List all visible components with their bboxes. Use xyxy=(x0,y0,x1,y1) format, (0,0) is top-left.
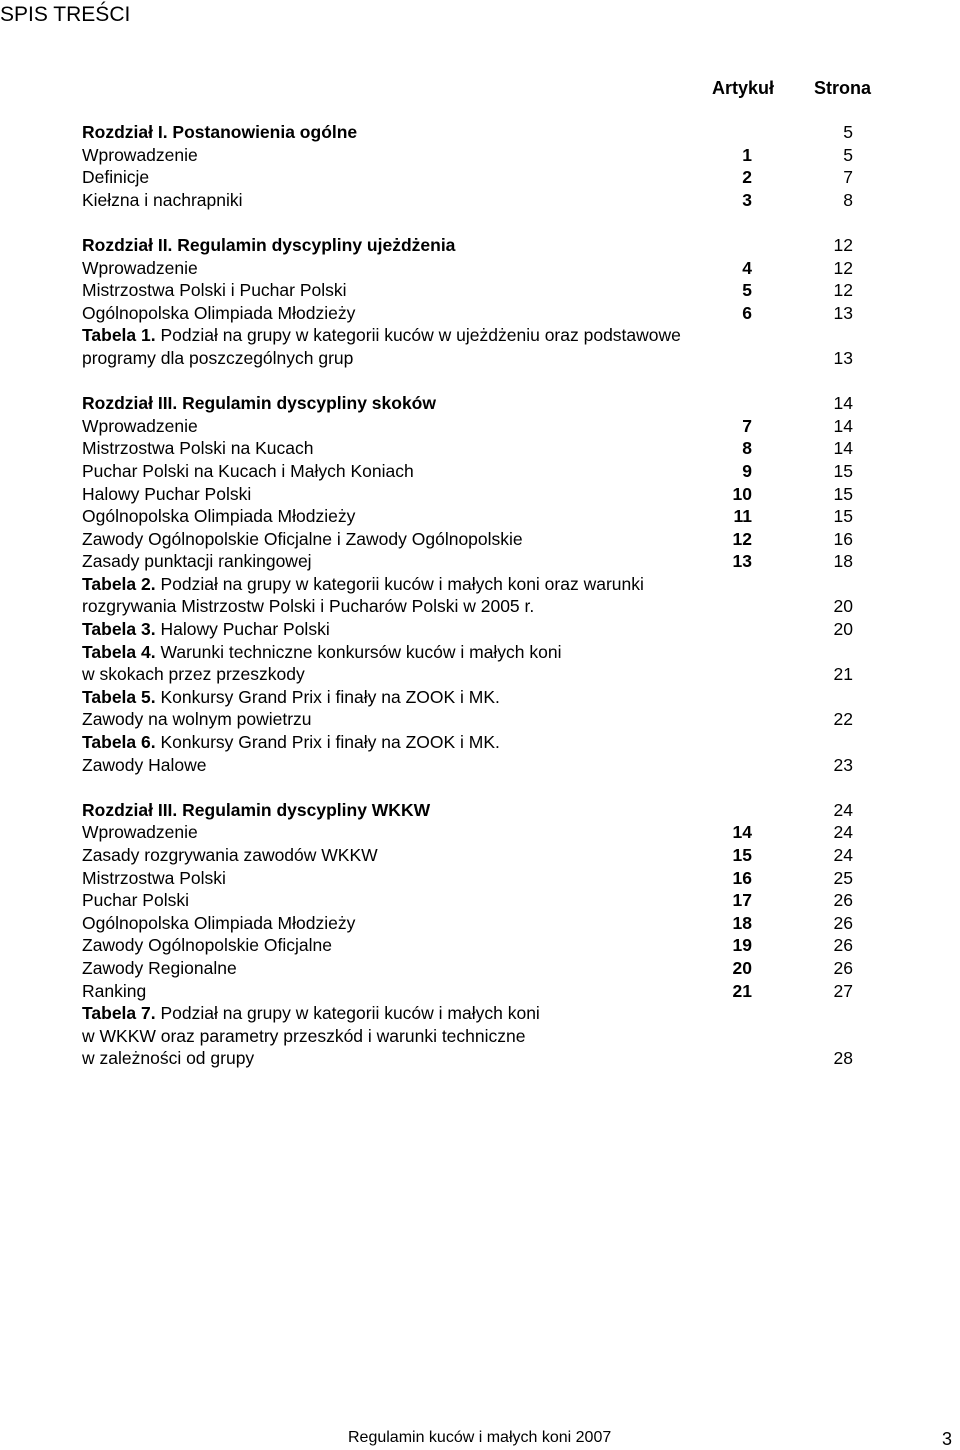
footer-text: Regulamin kuców i małych koni 2007 xyxy=(348,1429,612,1446)
toc-entry-title xyxy=(82,618,330,641)
toc-entry-title: Ranking xyxy=(82,980,147,1001)
table-label: Tabela 4. xyxy=(82,641,156,662)
toc-chapter-row xyxy=(82,121,882,144)
toc-entry-row xyxy=(82,867,882,890)
toc-entry-title: Ogólnopolska Olimpiada Młodzieży xyxy=(82,912,356,933)
toc-article-number: 21 xyxy=(732,980,752,1001)
toc-page-number: 27 xyxy=(833,980,853,1001)
toc-entry-row xyxy=(82,821,882,844)
toc-entry-title: programy dla poszczególnych grup xyxy=(82,347,354,368)
toc-entry-row xyxy=(82,934,882,957)
toc-article-number: 14 xyxy=(732,822,752,843)
toc-page-number: 20 xyxy=(833,596,853,617)
toc-entry-row xyxy=(82,302,882,325)
toc-page-number: 25 xyxy=(833,867,853,888)
toc-page-number: 12 xyxy=(833,234,853,255)
toc-article-number: 20 xyxy=(732,957,752,978)
toc-entry-title xyxy=(82,686,500,709)
toc-article-number: 8 xyxy=(742,438,752,459)
toc-chapter-row xyxy=(82,234,882,257)
table-label: Tabela 1. xyxy=(82,325,156,346)
toc-page-number: 12 xyxy=(833,257,853,278)
toc-entry-row xyxy=(82,980,882,1003)
toc-page-number: 26 xyxy=(833,890,853,911)
toc-entry-row xyxy=(82,844,882,867)
toc-entry-title: Wprowadzenie xyxy=(82,257,198,278)
toc-page-number: 24 xyxy=(833,822,853,843)
toc-page-number: 20 xyxy=(833,619,853,640)
column-header-article: Artykuł xyxy=(711,78,774,98)
toc-entry-title: w zależności od grupy xyxy=(82,1048,255,1069)
toc-article-number: 11 xyxy=(733,506,752,527)
toc-entry-title: Mistrzostwa Polski xyxy=(82,867,226,888)
toc-page-number: 15 xyxy=(833,506,853,527)
toc-page-number: 14 xyxy=(833,415,853,436)
toc-entry-title: Mistrzostwa Polski i Puchar Polski xyxy=(82,280,347,301)
toc-page-number: 7 xyxy=(843,167,853,188)
toc-entry-title: Zawody Regionalne xyxy=(82,957,237,978)
toc-entry-title xyxy=(82,731,500,754)
table-label: Tabela 2. xyxy=(82,573,156,594)
toc-article-number: 17 xyxy=(732,890,752,911)
toc-article-number: 10 xyxy=(732,483,752,504)
toc-entry-title: Zawody Halowe xyxy=(82,754,207,775)
page-title: SPIS TREŚCI xyxy=(0,3,131,26)
toc-table-row xyxy=(82,641,882,664)
toc-article-number: 15 xyxy=(732,845,752,865)
toc-entry-title: w WKKW oraz parametry przeszkód i warunki techniczne xyxy=(82,1025,526,1046)
toc-entry-title xyxy=(82,1002,540,1025)
toc-page-number: 16 xyxy=(833,528,853,549)
toc-chapter-row xyxy=(82,799,882,822)
toc-entry-row xyxy=(82,957,882,980)
toc-article-number: 13 xyxy=(732,551,752,572)
toc-page-number: 13 xyxy=(833,302,853,323)
toc-entry-title: Zasady punktacji rankingowej xyxy=(82,551,312,572)
toc-table-row xyxy=(82,618,882,641)
column-header-page: Strona xyxy=(813,78,871,98)
toc-table-row xyxy=(82,1002,882,1025)
toc-page-number: 23 xyxy=(833,754,853,775)
toc-page-number: 15 xyxy=(833,460,853,481)
toc-entry-row xyxy=(82,415,882,438)
toc-entry-title: Zawody na wolnym powietrzu xyxy=(82,709,312,730)
table-caption: Konkursy Grand Prix i finały na ZOOK i MK. xyxy=(155,686,500,707)
toc-article-number: 12 xyxy=(732,528,752,549)
toc-article-number: 16 xyxy=(732,867,752,888)
toc-entry-title: Definicje xyxy=(82,167,150,188)
toc-entry-title: Wprowadzenie xyxy=(82,822,198,843)
toc-entry-row xyxy=(82,483,882,506)
toc-page-number: 8 xyxy=(843,189,853,210)
toc-entry-row xyxy=(82,257,882,280)
toc-entry-title: Wprowadzenie xyxy=(82,144,198,165)
toc-entry-row xyxy=(82,1025,882,1048)
toc-entry-row xyxy=(82,528,882,551)
toc-entry-row xyxy=(82,279,882,302)
toc-entry-title: Wprowadzenie xyxy=(82,415,198,436)
toc-article-number: 1 xyxy=(742,144,752,165)
toc-entry-title xyxy=(82,641,562,664)
table-of-contents xyxy=(82,121,882,1070)
toc-article-number: 2 xyxy=(742,167,752,188)
toc-entry-title: Puchar Polski xyxy=(82,890,189,911)
toc-table-row xyxy=(82,324,882,347)
table-label: Tabela 3. xyxy=(82,619,156,640)
toc-page-number: 15 xyxy=(833,483,853,504)
toc-entry-title: w skokach przez przeszkody xyxy=(82,664,305,685)
toc-entry-row xyxy=(82,437,882,460)
toc-table-row xyxy=(82,686,882,709)
toc-entry-title: rozgrywania Mistrzostw Polski i Pucharów Polski w 2005 r. xyxy=(82,596,535,617)
toc-entry-row xyxy=(82,347,882,370)
toc-page-number: 14 xyxy=(833,438,853,459)
table-label: Tabela 7. xyxy=(82,1003,156,1024)
toc-entry-title: Rozdział III. Regulamin dyscypliny WKKW xyxy=(82,799,431,820)
table-label: Tabela 5. xyxy=(82,686,156,707)
table-caption: Warunki techniczne konkursów kuców i małych koni xyxy=(155,641,562,662)
toc-page-number: 26 xyxy=(833,935,853,956)
toc-page-number: 14 xyxy=(833,393,853,414)
toc-entry-row xyxy=(82,708,882,731)
toc-entry-title xyxy=(82,573,644,596)
toc-article-number: 4 xyxy=(742,257,752,278)
toc-page-number: 18 xyxy=(833,551,853,572)
toc-entry-row xyxy=(82,889,882,912)
toc-entry-row xyxy=(82,144,882,167)
toc-table-row xyxy=(82,573,882,596)
toc-entry-row xyxy=(82,595,882,618)
toc-article-number: 18 xyxy=(732,912,752,933)
toc-entry-title: Zawody Ogólnopolskie Oficjalne xyxy=(82,935,332,956)
toc-article-number: 3 xyxy=(742,189,752,210)
toc-entry-title: Ogólnopolska Olimpiada Młodzieży xyxy=(82,506,356,527)
toc-entry-row xyxy=(82,166,882,189)
toc-entry-title: Rozdział I. Postanowienia ogólne xyxy=(82,122,358,142)
toc-article-number: 6 xyxy=(742,302,752,323)
toc-entry-title: Rozdział III. Regulamin dyscypliny skoków xyxy=(82,393,436,414)
toc-page-number: 5 xyxy=(843,122,853,142)
toc-chapter-row xyxy=(82,392,882,415)
toc-page-number: 26 xyxy=(833,957,853,978)
page-number: 3 xyxy=(941,1429,952,1449)
toc-page-number: 28 xyxy=(833,1048,853,1069)
toc-entry-title: Ogólnopolska Olimpiada Młodzieży xyxy=(82,302,356,323)
table-caption: Podział na grupy w kategorii kuców i małych koni oraz warunki xyxy=(155,573,644,594)
toc-entry-row xyxy=(82,1047,882,1070)
toc-entry-row xyxy=(82,550,882,573)
toc-entry-row xyxy=(82,460,882,483)
toc-entry-title xyxy=(82,324,681,347)
toc-page-number: 26 xyxy=(833,912,853,933)
table-caption: Podział na grupy w kategorii kuców w ujeżdżeniu oraz podstawowe xyxy=(155,325,681,346)
toc-page-number: 12 xyxy=(833,280,853,301)
toc-entry-title: Kiełzna i nachrapniki xyxy=(82,189,243,210)
table-caption: Konkursy Grand Prix i finały na ZOOK i MK. xyxy=(155,732,500,753)
table-label: Tabela 6. xyxy=(82,732,156,753)
toc-page-number: 22 xyxy=(833,709,853,730)
toc-entry-row xyxy=(82,754,882,777)
toc-entry-title: Zawody Ogólnopolskie Oficjalne i Zawody Ogólnopolskie xyxy=(82,528,523,549)
toc-article-number: 7 xyxy=(742,415,752,436)
toc-page-number: 24 xyxy=(833,845,853,865)
toc-page-number: 5 xyxy=(843,144,853,165)
toc-page-number: 21 xyxy=(833,664,853,685)
toc-entry-row xyxy=(82,663,882,686)
table-caption: Podział na grupy w kategorii kuców i małych koni xyxy=(155,1003,540,1024)
toc-table-row xyxy=(82,731,882,754)
toc-article-number: 5 xyxy=(742,280,752,301)
toc-entry-title: Mistrzostwa Polski na Kucach xyxy=(82,438,314,459)
toc-entry-title: Halowy Puchar Polski xyxy=(82,483,252,504)
toc-entry-row xyxy=(82,505,882,528)
toc-article-number: 9 xyxy=(742,460,752,481)
toc-entry-row xyxy=(82,189,882,212)
toc-entry-title: Rozdział II. Regulamin dyscypliny ujeżdżenia xyxy=(82,234,456,255)
toc-entry-title: Zasady rozgrywania zawodów WKKW xyxy=(82,845,378,865)
table-caption: Halowy Puchar Polski xyxy=(155,619,330,640)
toc-entry-row xyxy=(82,912,882,935)
toc-article-number: 19 xyxy=(732,935,752,956)
toc-page-number: 24 xyxy=(833,799,853,820)
toc-page-number: 13 xyxy=(833,347,853,368)
toc-entry-title: Puchar Polski na Kucach i Małych Koniach xyxy=(82,460,414,481)
